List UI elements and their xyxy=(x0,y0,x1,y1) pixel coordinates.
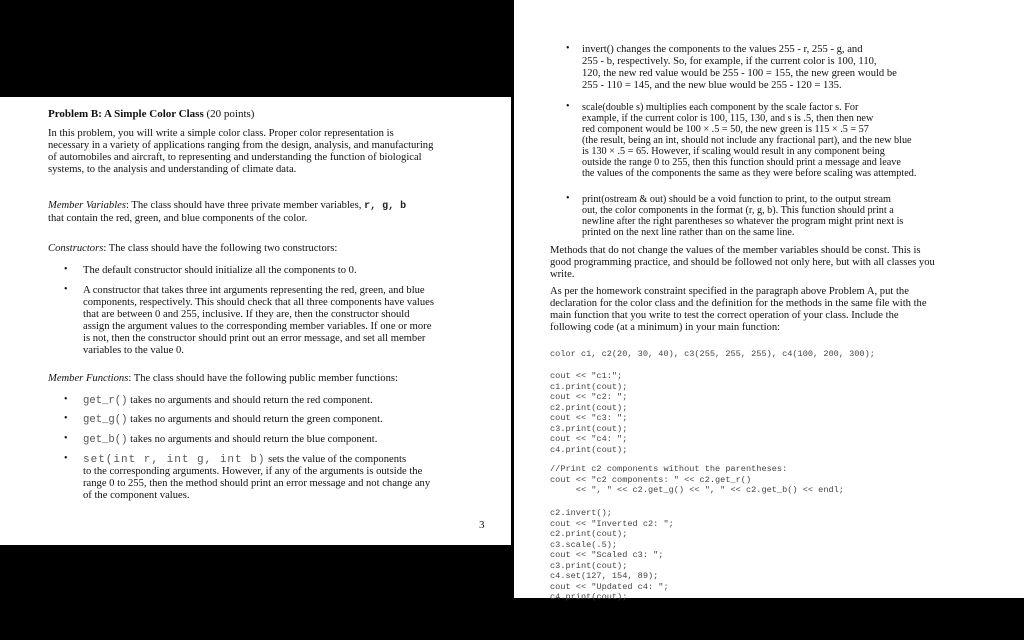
text-line: example, if the current color is 100, 115, 130, and s is .5, then then new xyxy=(582,113,874,124)
text-span: : The class should have three private member variables, xyxy=(125,200,362,211)
function-code: set(int r, int g, int b) xyxy=(83,454,266,466)
problem-title: Problem B: A Simple Color Class xyxy=(48,108,204,120)
text-line: A constructor that takes three int arguments representing the red, green, and blue xyxy=(83,285,425,296)
text-line: that contain the red, green, and blue components of the color. xyxy=(48,213,308,224)
text-span: : The class should have the following public member functions: xyxy=(128,373,398,384)
text-line: printed on the next line rather than on the same line. xyxy=(582,227,795,238)
member-functions-label: Member Functions xyxy=(48,373,129,384)
code-block-components: //Print c2 components without the parentheses: cout << "c2 components: " << c2.get_r() << ", " << c2.get_g() << ", " << c2.get_b() << endl; xyxy=(550,464,844,495)
text-span: takes no arguments and should return the red component. xyxy=(127,395,373,406)
text-line: the values of the components the same as they were before scaling was attempted. xyxy=(582,168,917,179)
text-span: sets the value of the components xyxy=(265,454,407,465)
bullet-icon: • xyxy=(64,394,68,405)
text-line: In this problem, you will write a simple color class. Proper color representation is xyxy=(48,128,394,139)
text-line: necessary in a variety of applications ranging from the design, analysis, and manufacturing xyxy=(48,140,434,151)
list-item xyxy=(83,395,373,407)
text-line: of the component values. xyxy=(83,490,190,501)
text-span: takes no arguments and should return the green component. xyxy=(127,414,383,425)
code-block-print: cout << "c1:"; c1.print(cout); cout << "c2: "; c2.print(cout); cout << "c3: "; c3.print(cout); cout << "c4: "; c4.print(cout); xyxy=(550,371,628,455)
text-line: that are between 0 and 255, inclusive. If they are, then the constructor should xyxy=(83,309,410,320)
list-item xyxy=(83,414,383,426)
problem-heading xyxy=(48,108,254,120)
text-line: invert() changes the components to the values 255 - r, 255 - g, and xyxy=(582,44,863,55)
list-item xyxy=(582,194,903,238)
text-line: components, respectively. This should check that all three components have values xyxy=(83,297,434,308)
text-line: write. xyxy=(550,269,575,280)
list-item xyxy=(582,102,916,179)
text-line: of automobiles and aircraft, to representing and understanding the function of biological xyxy=(48,152,422,163)
right-page xyxy=(514,0,1024,602)
bullet-icon: • xyxy=(64,453,68,464)
text-line: print(ostream & out) should be a void function to print, to the output stream xyxy=(582,194,891,205)
text-span: : The class should have the following two constructors: xyxy=(103,243,338,254)
list-item xyxy=(83,285,434,357)
text-line: (the result, being an int, should not include any fractional part), and the new blue xyxy=(582,135,912,146)
bullet-icon: • xyxy=(64,433,68,444)
text-line: range 0 to 255, then the method should print an error message and not change any xyxy=(83,478,431,489)
text-line: As per the homework constraint specified in the paragraph above Problem A, put the xyxy=(550,286,909,297)
member-variables-paragraph xyxy=(48,200,406,225)
bullet-icon: • xyxy=(566,101,570,112)
text-line: following code (at a minimum) in your main function: xyxy=(550,322,781,333)
code-declaration: color c1, c2(20, 30, 40), c3(255, 255, 255), c4(100, 200, 300); xyxy=(550,349,875,359)
text-line: to the corresponding arguments. However, if any of the arguments is outside the xyxy=(83,466,423,477)
text-line: main function that you write to test the correct operation of your class. Include the xyxy=(550,310,899,321)
text-line: is not, then the constructor should print out an error message, and set all member xyxy=(83,333,426,344)
problem-points: (20 points) xyxy=(206,108,255,120)
list-item xyxy=(83,434,377,446)
bullet-icon: • xyxy=(64,413,68,424)
text-line: 255 - b, respectively. So, for example, if the current color is 100, 110, xyxy=(582,56,877,67)
text-line: assign the argument values to the corresponding member variables. If one or more xyxy=(83,321,432,332)
page-number: 3 xyxy=(479,519,485,531)
text-line: declaration for the color class and the definition for the methods in the same file with the xyxy=(550,298,927,309)
text-line: 120, the new red value would be 255 - 100 = 155, the new green would be xyxy=(582,68,897,79)
homework-paragraph xyxy=(550,286,927,334)
member-functions-intro xyxy=(48,373,398,385)
function-code: get_b() xyxy=(83,434,128,446)
text-line: out, the color components in the format (r, g, b). This function should print a xyxy=(582,205,894,216)
list-item xyxy=(582,44,897,92)
text-line: red component would be 100 × .5 = 50, the new green is 115 × .5 = 57 xyxy=(582,124,869,135)
text-line: variables to the value 0. xyxy=(83,345,184,356)
list-item xyxy=(83,265,357,277)
list-item xyxy=(83,454,430,502)
code-block-modify: c2.invert(); cout << "Inverted c2: "; c2.print(cout); c3.scale(.5); cout << "Scaled c3: "; c3.print(cout); c4.set(127, 154, 89); cout << "Updated c4: "; c4.print(cout); xyxy=(550,508,674,602)
methods-paragraph xyxy=(550,245,935,281)
text-line: newline after the right parentheses so whatever the program might print next is xyxy=(582,216,904,227)
text-line: systems, to the analysis and understanding of climate data. xyxy=(48,164,297,175)
text-line: outside the range 0 to 255, then this function should print a message and leave xyxy=(582,157,901,168)
text-span: takes no arguments and should return the blue component. xyxy=(127,434,378,445)
text-line: Methods that do not change the values of the member variables should be const. This is xyxy=(550,245,921,256)
text-line: 255 - 110 = 145, and the new blue would be 255 - 120 = 135. xyxy=(582,80,842,91)
constructors-label: Constructors xyxy=(48,243,104,254)
bullet-icon: • xyxy=(566,43,570,54)
text-line: is 130 × .5 = 65. However, if scaling would result in any component being xyxy=(582,146,885,157)
member-variables-code: r, g, b xyxy=(364,201,407,212)
intro-paragraph xyxy=(48,128,433,176)
text-line: scale(double s) multiplies each component by the scale factor s. For xyxy=(582,102,859,113)
bullet-icon: • xyxy=(566,193,570,204)
member-variables-label: Member Variables xyxy=(48,200,126,211)
function-code: get_g() xyxy=(83,414,128,426)
function-code: get_r() xyxy=(83,395,128,407)
bullet-icon: • xyxy=(64,284,68,295)
text-line: good programming practice, and should be followed not only here, but with all classes you xyxy=(550,257,935,268)
constructors-intro xyxy=(48,243,337,255)
text-line: The default constructor should initialize all the components to 0. xyxy=(83,265,357,276)
left-page xyxy=(0,97,511,545)
bullet-icon: • xyxy=(64,264,68,275)
